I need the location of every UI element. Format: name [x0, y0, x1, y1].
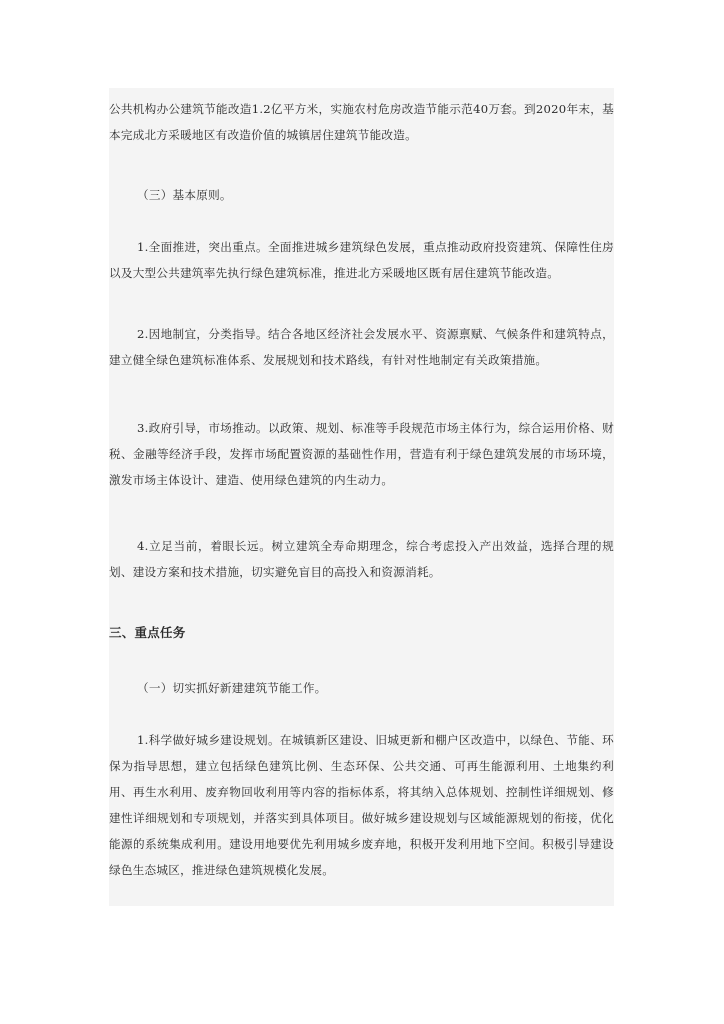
task-1-heading: （一）切实抓好新建建筑节能工作。	[137, 681, 327, 695]
principle-3-paragraph: 3.政府引导，市场推动。以政策、规划、标准等手段规范市场主体行为，综合运用价格、财税、金融等经济手段，发挥市场配置资源的基础性作用，营造有利于绿色建筑发展的市场环境，激发市场主体设计、建造、使用绿色建筑的内生动力。	[109, 421, 614, 487]
section-heading-basic-principles: （三）基本原则。	[137, 188, 232, 202]
principle-2-paragraph: 2.因地制宜，分类指导。结合各地区经济社会发展水平、资源禀赋、气候条件和建筑特点，建立健全绿色建筑标准体系、发展规划和技术路线，有针对性地制定有关政策措施。	[109, 327, 614, 367]
principle-1-paragraph: 1.全面推进，突出重点。全面推进城乡建筑绿色发展，重点推动政府投资建筑、保障性住房以及大型公共建筑率先执行绿色建筑标准，推进北方采暖地区既有居住建筑节能改造。	[109, 240, 614, 280]
document-page	[109, 88, 614, 906]
chapter-heading-key-tasks: 三、重点任务	[109, 625, 186, 640]
task-1-item-1-paragraph: 1.科学做好城乡建设规划。在城镇新区建设、旧城更新和棚户区改造中，以绿色、节能、环保为指导思想，建立包括绿色建筑比例、生态环保、公共交通、可再生能源利用、土地集约利用、再生水利用、废弃物回收利用等内容的指标体系，将其纳入总体规划、控制性详细规划、修建性详细规划和专项规划，并落实到具体项目。做好城乡建设规划与区域能源规划的衔接，优化能源的系统集成利用。建设用地要优先利用城乡废弃地，积极开发利用地下空间。积极引导建设绿色生态城区，推进绿色建筑规模化发展。	[109, 733, 614, 877]
principle-4-paragraph: 4.立足当前，着眼长远。树立建筑全寿命期理念，综合考虑投入产出效益，选择合理的规划、建设方案和技术措施，切实避免盲目的高投入和资源消耗。	[109, 539, 614, 579]
paragraph-energy-retrofit-targets: 公共机构办公建筑节能改造1.2亿平方米，实施农村危房改造节能示范40万套。到2020年末，基本完成北方采暖地区有改造价值的城镇居住建筑节能改造。	[109, 102, 614, 142]
